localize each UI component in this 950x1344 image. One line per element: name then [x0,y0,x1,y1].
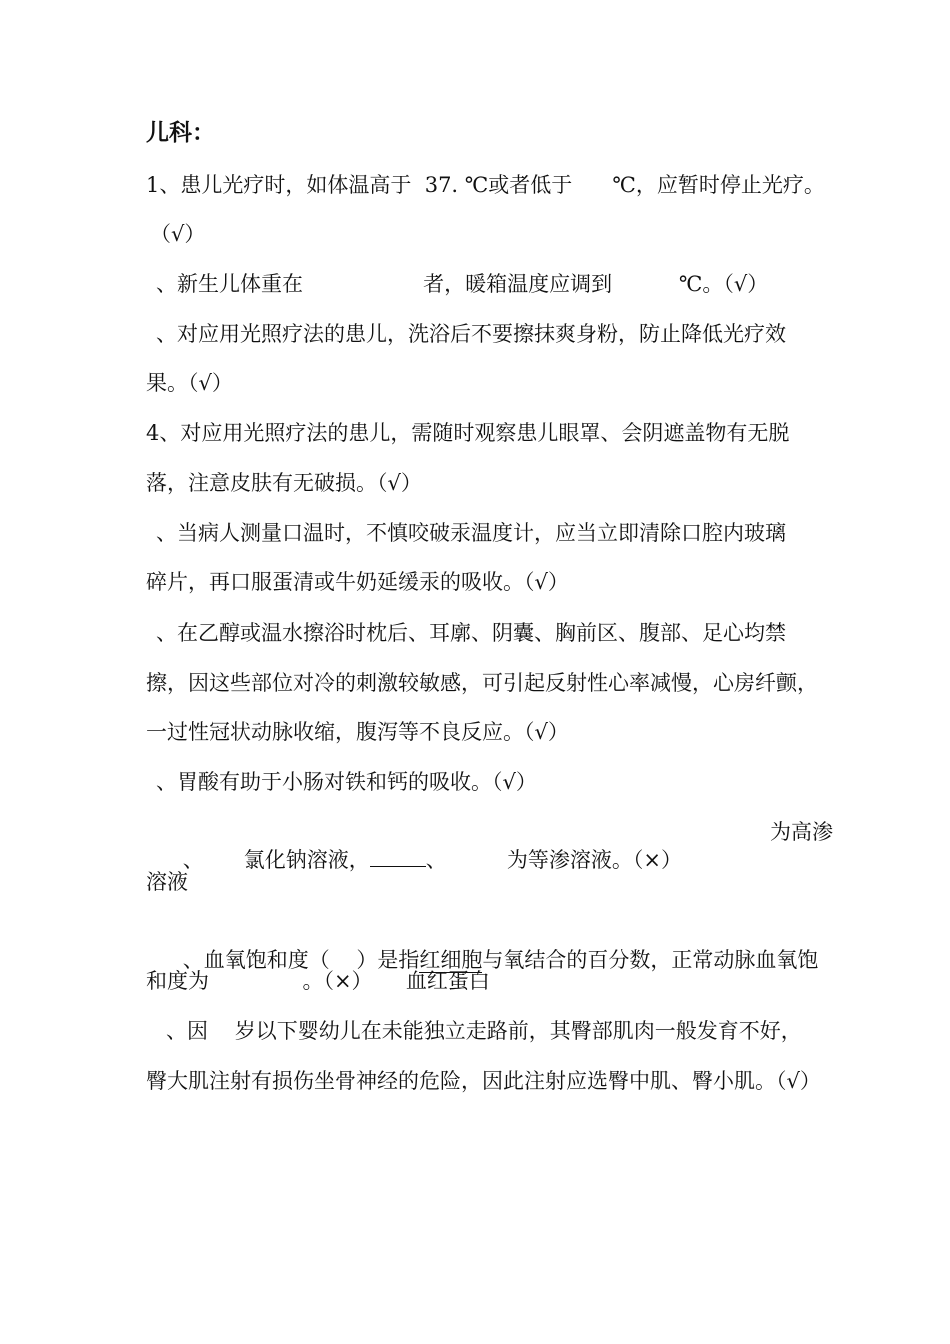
item-3-line-1: 、对应用光照疗法的患儿，洗浴后不要擦抹爽身粉，防止降低光疗效 [156,322,786,346]
item-4-line-1: 4、对应用光照疗法的患儿，需随时观察患儿眼罩、会阴遮盖物有无脱 [146,421,790,445]
item-6-line-3: 一过性冠状动脉收缩，腹泻等不良反应。（√） [146,720,569,744]
item-2-line-1: 、新生儿体重在 者，暖箱温度应调到 ℃。（√） [156,272,769,296]
item-8-line-2: 溶液 [146,870,188,894]
item-10-line-2: 臀大肌注射有损伤坐骨神经的危险，因此注射应选臀中肌、臀小肌。（√） [146,1069,821,1093]
item-9-text-b: 与氧结合的百分数，正常动脉血氧饱 [482,948,819,972]
item-6-line-2: 擦，因这些部位对冷的刺激较敏感，可引起反射性心率减慢，心房纤颤， [146,671,818,695]
item-5-line-2: 碎片，再口服蛋清或牛奶延缓汞的吸收。（√） [146,570,569,594]
item-1-line-2: （√） [150,222,206,246]
item-3-line-2: 果。（√） [146,371,233,395]
item-9-text-a: 、血氧饱和度（ ）是指 [182,948,420,972]
item-9-line-2: 和度为 。（×） 血红蛋白 [146,969,490,993]
item-5-line-1: 、当病人测量口温时，不慎咬破汞温度计，应当立即清除口腔内玻璃 [156,521,786,545]
item-8-text-b: 、 为等渗溶液。（×） [425,848,682,872]
item-10-line-1: 、因 岁以下婴幼儿在未能独立走路前，其臀部肌肉一般发育不好， [166,1019,802,1043]
item-8-text-a: 、 氯化钠溶液， [182,848,370,872]
underlined-term: 红细胞 [419,948,483,972]
item-8-annotation: 为高渗 [770,820,833,844]
item-1-line-1: 1、患儿光疗时，如体温高于 37. ℃或者低于 ℃，应暂时停止光疗。 [146,173,825,197]
fill-blank-line [370,846,426,867]
item-4-line-2: 落，注意皮肤有无破损。（√） [146,471,422,495]
item-8-line-1 [156,818,682,902]
page-heading: 儿科： [146,119,215,146]
item-6-line-1: 、在乙醇或温水擦浴时枕后、耳廓、阴囊、胸前区、腹部、足心均禁 [156,621,786,645]
item-7-line-1: 、胃酸有助于小肠对铁和钙的吸收。（√） [156,770,537,794]
